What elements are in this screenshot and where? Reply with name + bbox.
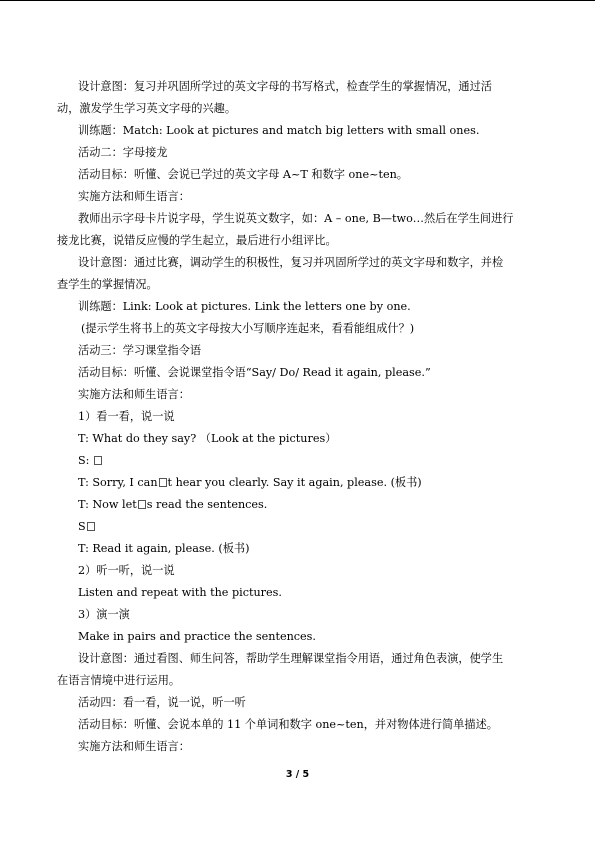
paragraph-line: 查学生的掌握情况。 [57, 278, 158, 291]
section-heading: 活动二：字母接龙 [78, 146, 168, 159]
paragraph-line: 活动目标：听懂、会说本单的 11 个单词和数字 one~ten，并对物体进行简单描述。 [78, 718, 498, 731]
missing-glyph-box [94, 456, 102, 465]
paragraph-line: 教师出示字母卡片说字母，学生说英文数字，如：A – one, B—two…然后在学生间进行 [78, 212, 514, 225]
paragraph-line: 活动目标：听懂、会说课堂指令语“Say/ Do/ Read it again, please.” [78, 366, 431, 379]
paragraph-line: 1）看一看，说一说 [78, 410, 175, 423]
dialogue-text: t hear you clearly. Say it again, please. (板书) [167, 476, 422, 489]
paragraph-line: 设计意图：通过比赛，调动学生的积极性，复习并巩固所学过的英文字母和数字，并检 [78, 256, 504, 269]
section-heading: 活动三：学习课堂指令语 [78, 344, 202, 357]
paragraph-line: 2）听一听，说一说 [78, 564, 175, 577]
paragraph-line: T: What do they say? （Look at the pictures） [78, 432, 337, 445]
header-rule [0, 0, 595, 1]
missing-glyph-box [159, 478, 167, 487]
paragraph-line: 在语言情境中进行运用。 [57, 674, 181, 687]
paragraph-line: 实施方法和师生语言： [78, 740, 190, 753]
dialogue-line [57, 472, 547, 494]
dialogue-text: S [78, 520, 86, 533]
dialogue-text: s read the sentences. [146, 498, 268, 511]
paragraph-line: 3）演一演 [78, 608, 130, 621]
paragraph-line: Make in pairs and practice the sentences. [78, 630, 316, 643]
paragraph-line: 设计意图：通过看图、师生问答，帮助学生理解课堂指令用语，通过角色表演，使学生 [78, 652, 504, 665]
dialogue-line: T: Read it again, please. (板书) [78, 542, 250, 555]
paragraph-line: 设计意图：复习并巩固所学过的英文字母的书写格式，检查学生的掌握情况，通过活 [78, 80, 492, 93]
paragraph-line: 训练题：Link: Look at pictures. Link the letters one by one. [78, 300, 411, 313]
paragraph-line: (提示学生将书上的英文字母按大小写顺序连起来，看看能组成什？) [81, 322, 415, 335]
document-body [57, 76, 547, 758]
dialogue-line [57, 494, 547, 516]
dialogue-text: S: [78, 454, 93, 467]
missing-glyph-box [87, 522, 95, 531]
paragraph-line: 接龙比赛，说错反应慢的学生起立，最后进行小组评比。 [57, 234, 337, 247]
missing-glyph-box [138, 500, 146, 509]
paragraph-line: Listen and repeat with the pictures. [78, 586, 282, 599]
dialogue-line [57, 516, 547, 538]
paragraph-line: 活动目标：听懂、会说已学过的英文字母 A~T 和数字 one~ten。 [78, 168, 408, 181]
paragraph-line: 实施方法和师生语言： [78, 388, 190, 401]
dialogue-text: T: Sorry, I can [78, 476, 158, 489]
paragraph-line: 训练题：Match: Look at pictures and match big letters with small ones. [78, 124, 480, 137]
page-number: 3 / 5 [285, 769, 310, 780]
section-heading: 活动四：看一看，说一说，听一听 [78, 696, 246, 709]
dialogue-line [57, 450, 547, 472]
paragraph-line: 动，激发学生学习英文字母的兴趣。 [57, 102, 237, 115]
dialogue-text: T: Now let [78, 498, 137, 511]
paragraph-line: 实施方法和师生语言： [78, 190, 190, 203]
